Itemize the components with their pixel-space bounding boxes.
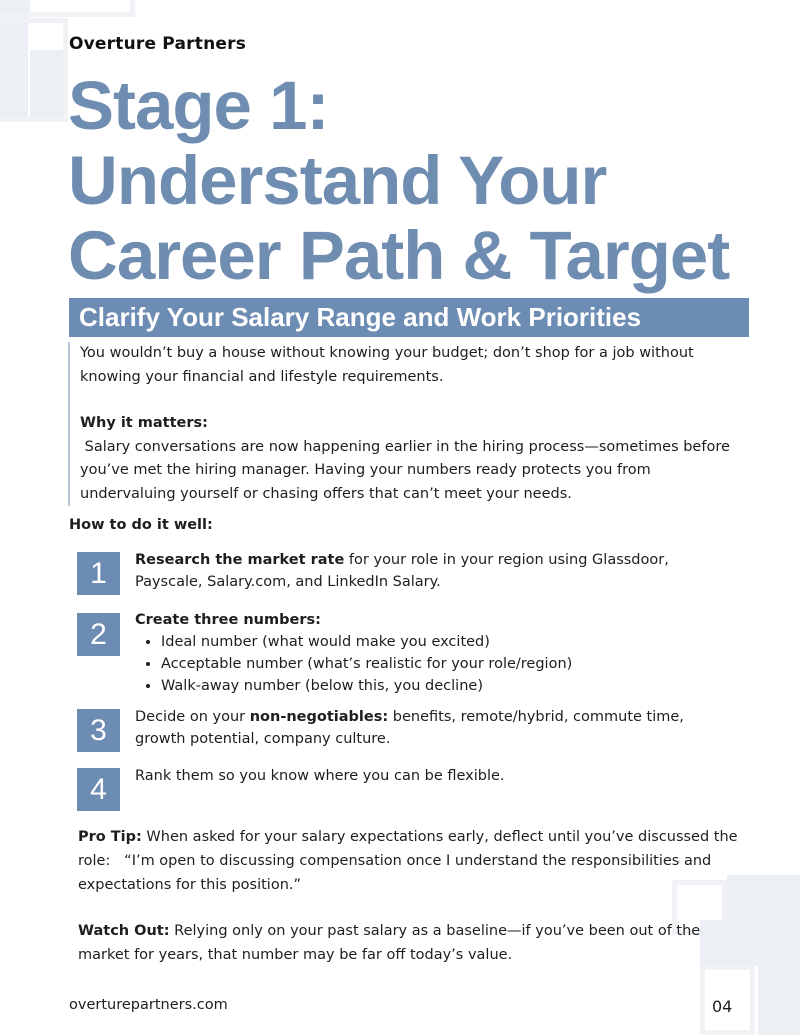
step-1-body: for your role in your region using Glassdoor, Payscale, Salary.com, and LinkedIn Salary. xyxy=(135,552,669,590)
step-1-text xyxy=(135,549,735,593)
footer-url: overturepartners.com xyxy=(69,997,228,1013)
step-2-text xyxy=(135,609,735,697)
bullet-item: • Ideal number (what would make you excited) xyxy=(161,631,735,653)
step-4-text: Rank them so you know where you can be flexible. xyxy=(135,768,505,784)
step-2-bold: Create three numbers: xyxy=(135,612,321,628)
step-1-bold: Research the market rate xyxy=(135,552,345,568)
watch-out-text: Relying only on your past salary as a baseline—if you’ve been out of the market for years, that number may be far off today’s value. xyxy=(78,923,701,963)
why-heading: Why it matters: xyxy=(80,415,208,431)
brand-name: Overture Partners xyxy=(69,34,247,54)
pro-tip xyxy=(78,825,743,897)
pro-tip-text: When asked for your salary expectations early, deflect until you’ve discussed the role: “I’m open to discussing compensation once I understand the responsibilities and expectations for this position.” xyxy=(78,829,743,893)
section-banner: Clarify Your Salary Range and Work Priorities xyxy=(69,298,749,337)
watch-out-label: Watch Out: xyxy=(78,923,170,939)
watch-out xyxy=(78,919,738,967)
intro-lead: You wouldn’t buy a house without knowing your budget; don’t shop for a job without knowing your financial and lifestyle requirements. xyxy=(80,345,694,385)
howto-heading: How to do it well: xyxy=(69,517,213,533)
page-title xyxy=(68,68,729,293)
step-number-1: 1 xyxy=(77,552,120,595)
intro-block xyxy=(68,342,738,506)
step-number-2: 2 xyxy=(77,613,120,656)
step-3-pre: Decide on your xyxy=(135,709,250,725)
why-text: Salary conversations are now happening earlier in the hiring process—sometimes before you’ve met the hiring manager. Having your numbers ready protects you from undervaluing yourself or chasing offers that can’t meet your needs. xyxy=(80,438,735,502)
title-line-1: Stage 1: xyxy=(68,67,329,144)
pro-tip-label: Pro Tip: xyxy=(78,829,142,845)
step-number-3: 3 xyxy=(77,709,120,752)
bullet-item: • Acceptable number (what’s realistic for your role/region) xyxy=(161,653,735,675)
bullet-item: • Walk-away number (below this, you decline) xyxy=(161,675,735,697)
title-line-2: Understand Your xyxy=(68,142,607,219)
step-number-4: 4 xyxy=(77,768,120,811)
title-line-3: Career Path & Target xyxy=(68,217,730,294)
page-number: 04 xyxy=(712,997,733,1016)
step-3-bold: non-negotiables: xyxy=(249,709,389,725)
step-3-text xyxy=(135,706,735,750)
step-3-body: benefits, remote/hybrid, commute time, growth potential, company culture. xyxy=(135,709,684,747)
step-2-bullets xyxy=(135,631,735,697)
